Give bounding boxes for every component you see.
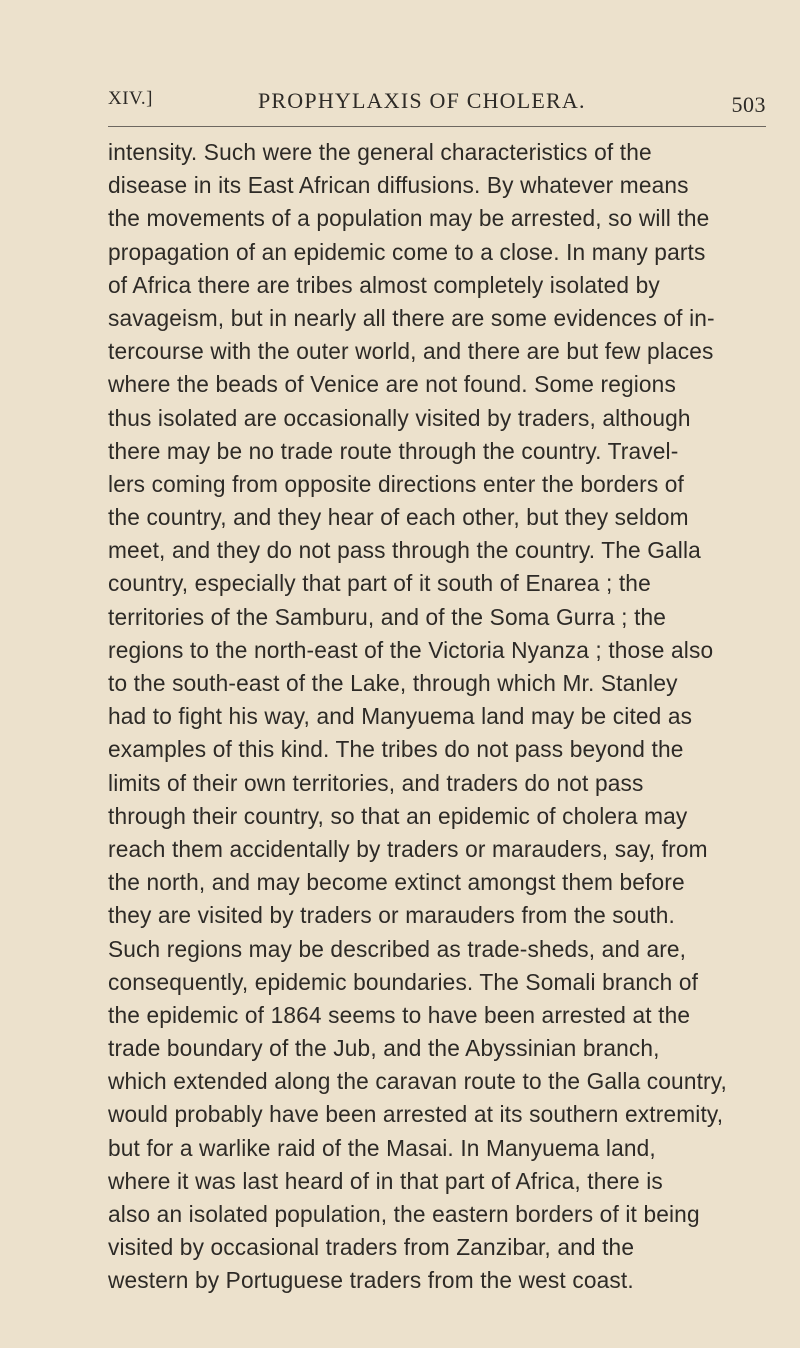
text-line: thus isolated are occasionally visited by traders, although (108, 404, 691, 431)
text-line: examples of this kind. The tribes do not pass beyond the (108, 736, 684, 763)
text-line: of Africa there are tribes almost completely isolated by (108, 271, 660, 298)
text-line: through their country, so that an epidemic of cholera may (108, 802, 688, 829)
text-line: there may be no trade route through the country. Travel- (108, 437, 679, 464)
text-line: territories of the Samburu, and of the Soma Gurra ; the (108, 603, 667, 630)
text-line: consequently, epidemic boundaries. The Somali branch of (108, 968, 699, 995)
text-line: which extended along the caravan route to the Galla country, (108, 1068, 728, 1095)
text-line: lers coming from opposite directions enter the borders of (108, 470, 685, 497)
text-line: trade boundary of the Jub, and the Abyssinian branch, (108, 1035, 660, 1062)
text-line: savageism, but in nearly all there are some evidences of in- (108, 304, 715, 331)
text-line: reach them accidentally by traders or marauders, say, from (108, 835, 708, 862)
chapter-number: XIV.] (108, 88, 153, 109)
text-line: western by Portuguese traders from the west coast. (108, 1267, 634, 1294)
text-line: would probably have been arrested at its southern extremity, (108, 1101, 724, 1128)
text-line: also an isolated population, the eastern borders of it being (108, 1201, 700, 1227)
text-line: regions to the north-east of the Victoria Nyanza ; those also (108, 636, 714, 663)
text-line: the epidemic of 1864 seems to have been arrested at the (108, 1001, 691, 1028)
body-text (108, 136, 768, 1298)
text-line: limits of their own territories, and traders do not pass (108, 769, 644, 796)
text-line: where it was last heard of in that part of Africa, there is (108, 1167, 663, 1194)
text-line: had to fight his way, and Manyuema land may be cited as (108, 703, 693, 730)
text-line: meet, and they do not pass through the country. The Galla (108, 537, 701, 564)
text-line: intensity. Such were the general characteristics of the (108, 139, 652, 165)
text-line: visited by occasional traders from Zanzibar, and the (108, 1234, 635, 1261)
text-line: disease in its East African diffusions. By whatever means (108, 172, 689, 199)
text-line: the country, and they hear of each other, but they seldom (108, 504, 689, 531)
text-line: the movements of a population may be arrested, so will the (108, 205, 710, 232)
running-title: PROPHYLAXIS OF CHOLERA. (258, 88, 586, 113)
text-line: they are visited by traders or marauders from the south. (108, 902, 676, 929)
header-rule (108, 126, 766, 127)
page-number: 503 (731, 92, 766, 117)
text-line: Such regions may be described as trade-sheds, and are, (108, 935, 687, 962)
text-line: but for a warlike raid of the Masai. In Manyuema land, (108, 1134, 656, 1161)
text-line: to the south-east of the Lake, through which Mr. Stanley (108, 670, 678, 696)
running-head (108, 88, 766, 118)
text-line: where the beads of Venice are not found. Some regions (108, 371, 676, 398)
text-line: the north, and may become extinct amongst them before (108, 869, 685, 896)
text-line: propagation of an epidemic come to a close. In many parts (108, 238, 706, 265)
text-line: country, especially that part of it south of Enarea ; the (108, 570, 651, 597)
text-line: tercourse with the outer world, and there are but few places (108, 338, 714, 365)
